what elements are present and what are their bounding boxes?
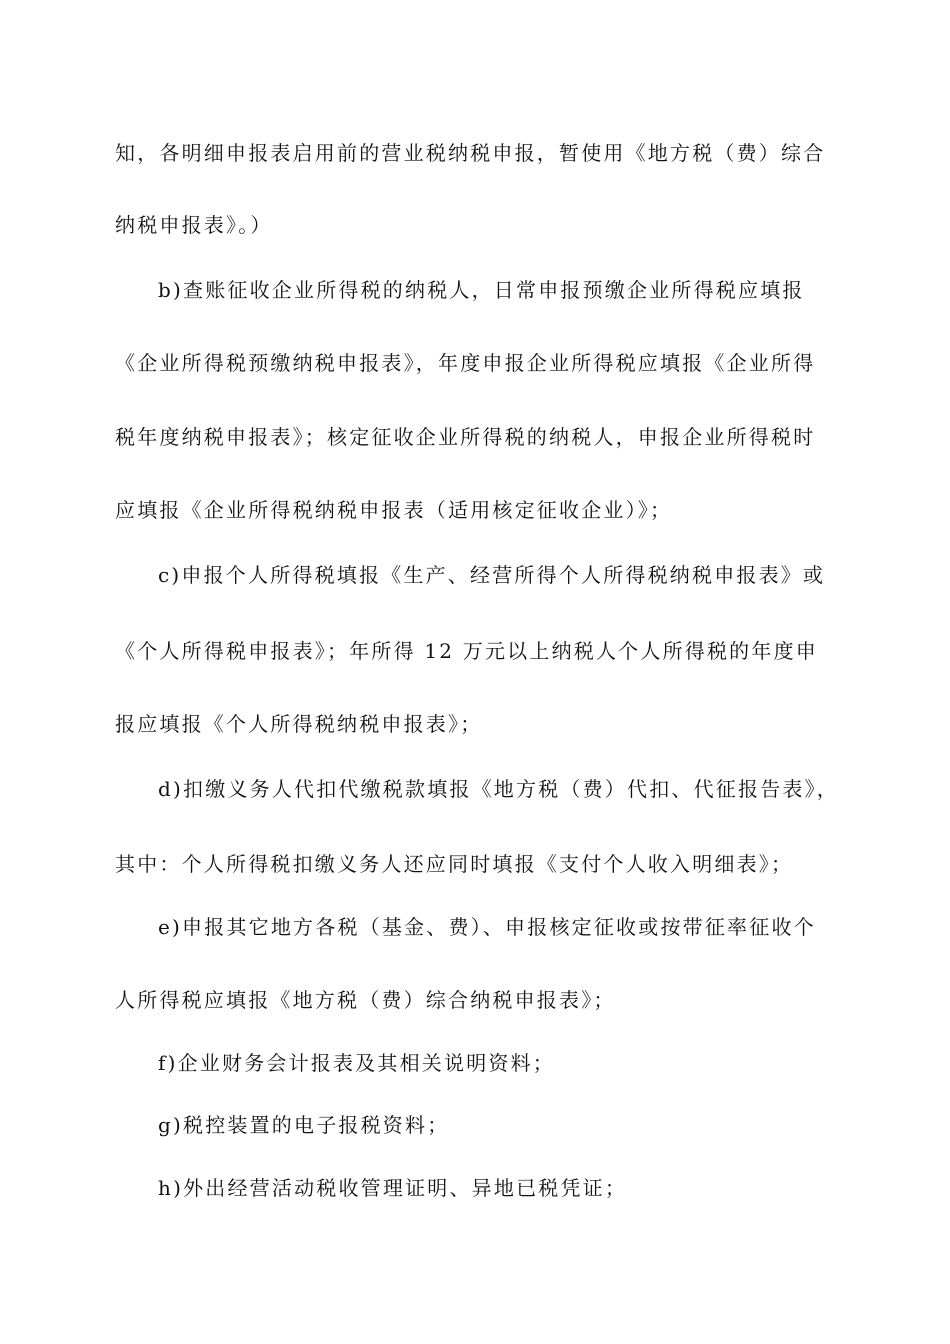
paragraph-line: g)税控装置的电子报税资料； bbox=[158, 1113, 450, 1137]
paragraph-line: e)申报其它地方各税（基金、费）、申报核定征收或按带征率征收个 bbox=[158, 915, 816, 939]
paragraph-line: b)查账征收企业所得税的纳税人，日常申报预缴企业所得税应填报 bbox=[158, 278, 805, 302]
paragraph-line: c)申报个人所得税填报《生产、经营所得个人所得税纳税申报表》或 bbox=[158, 563, 826, 587]
paragraph-line: 《企业所得税预缴纳税申报表》，年度申报企业所得税应填报《企业所得 bbox=[115, 351, 816, 375]
paragraph-line: 税年度纳税申报表》；核定征收企业所得税的纳税人，申报企业所得税时 bbox=[115, 425, 816, 449]
paragraph-line: 报应填报《个人所得税纳税申报表》； bbox=[115, 712, 483, 736]
paragraph-line: 《个人所得税申报表》；年所得 12 万元以上纳税人个人所得税的年度申 bbox=[115, 639, 818, 663]
paragraph-line: d)扣缴义务人代扣代缴税款填报《地方税（费）代扣、代征报告表》， bbox=[158, 777, 840, 801]
paragraph-line: h)外出经营活动税收管理证明、异地已税凭证； bbox=[158, 1176, 628, 1200]
paragraph-line: 纳税申报表》。） bbox=[115, 213, 273, 237]
paragraph-line: 知，各明细申报表启用前的营业税纳税申报，暂使用《地方税（费）综合 bbox=[115, 141, 826, 165]
paragraph-line: 人所得税应填报《地方税（费）综合纳税申报表》； bbox=[115, 988, 616, 1012]
paragraph-line: f)企业财务会计报表及其相关说明资料； bbox=[158, 1051, 556, 1075]
paragraph-line: 其中：个人所得税扣缴义务人还应同时填报《支付个人收入明细表》； bbox=[115, 852, 794, 876]
paragraph-line: 应填报《企业所得税纳税申报表（适用核定征收企业）》； bbox=[115, 498, 673, 522]
